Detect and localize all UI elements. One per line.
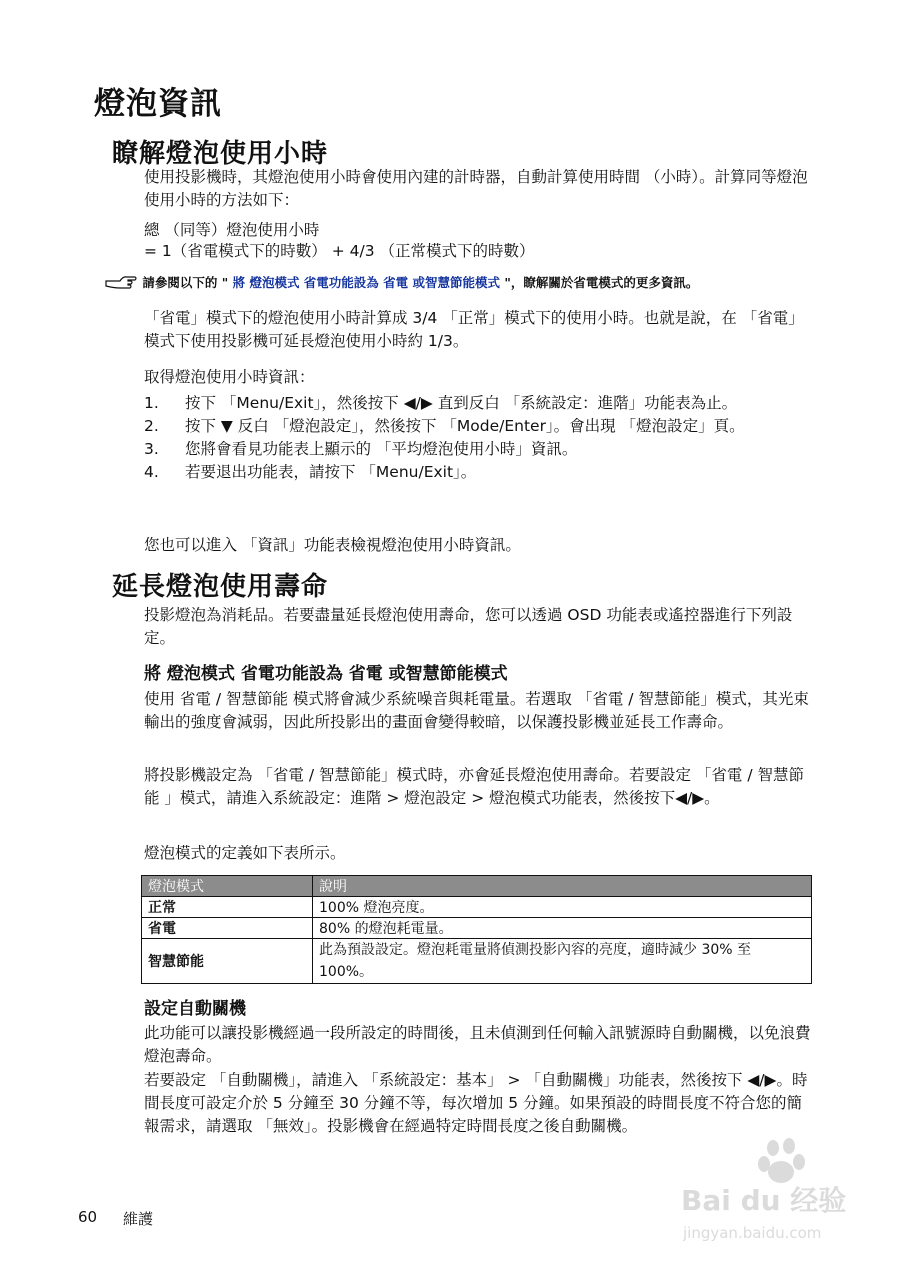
info-menu-paragraph: 您也可以進入 「資訊」功能表檢視燈泡使用小時資訊。	[144, 536, 521, 554]
table-cell: 省電	[142, 918, 313, 939]
table-intro: 燈泡模式的定義如下表所示。	[144, 844, 346, 862]
step-number: 4.	[144, 463, 159, 481]
step-number: 3.	[144, 440, 159, 458]
list-item	[144, 438, 812, 461]
eco-mode-para-2: 將投影機設定為 「省電 / 智慧節能」模式時，亦會延長燈泡使用壽命。若要設定 「省電 / 智慧節能 」模式，請進入系統設定：進階 > 燈泡設定 > 燈泡模式功能表，然後按下◀/▶。	[144, 766, 805, 807]
auto-off-para-2: 若要設定 「自動關機」，請進入 「系統設定：基本」 > 「自動關機」功能表，然後按下 ◀/▶。時間長度可設定介於 5 分鐘至 30 分鐘不等，每次增加 5 分鐘。如果預設的時間長度不符合您的簡報需求，請選取 「無效」。投影機會在經過特定時間長度之後自動關機。	[144, 1071, 808, 1135]
section-title-lamp-hours: 瞭解燈泡使用小時	[112, 139, 329, 169]
note-row	[104, 273, 698, 291]
subsection-title-eco-mode: 將 燈泡模式 省電功能設為 省電 或智慧節能模式	[144, 664, 508, 684]
step-text: 若要退出功能表，請按下 「Menu/Exit」。	[185, 463, 477, 481]
step-number: 1.	[144, 394, 159, 412]
lamp-mode-table	[141, 875, 812, 984]
table-header-cell: 燈泡模式	[142, 876, 313, 897]
table-header-cell: 說明	[313, 876, 812, 897]
step-number: 2.	[144, 417, 159, 435]
note-link[interactable]: 將 燈泡模式 省電功能設為 省電 或智慧節能模式	[228, 275, 505, 290]
footer-section-name: 維護	[123, 1210, 154, 1228]
baidu-jingyan-watermark	[681, 1138, 851, 1248]
steps-list	[144, 392, 812, 484]
step-text: 按下 ▼ 反白 「燈泡設定」，然後按下 「Mode/Enter」。會出現 「燈泡設定」頁。	[185, 417, 745, 435]
note-prefix: 請參閱以下的 "	[142, 275, 229, 290]
step-text: 按下 「Menu/Exit」，然後按下 ◀/▶ 直到反白 「系統設定：進階」功能表為止。	[185, 394, 738, 412]
table-cell: 智慧節能	[142, 939, 313, 984]
pointing-hand-icon	[104, 273, 138, 291]
list-item	[144, 461, 812, 484]
table-row	[142, 897, 812, 918]
watermark-brand: Bai du 经验	[681, 1184, 847, 1217]
table-cell: 80% 的燈泡耗電量。	[313, 918, 812, 939]
formula-line-1: 總 （同等）燈泡使用小時	[144, 221, 320, 239]
extend-life-intro: 投影燈泡為消耗品。若要盡量延長燈泡使用壽命，您可以透過 OSD 功能表或遙控器進行下列設定。	[144, 606, 793, 647]
page-title: 燈泡資訊	[94, 86, 222, 122]
note-suffix: "，瞭解關於省電模式的更多資訊。	[504, 275, 699, 290]
eco-mode-para-1: 使用 省電 / 智慧節能 模式將會減少系統噪音與耗電量。若選取 「省電 / 智慧節能」模式，其光束輸出的強度會減弱，因此所投影出的畫面會變得較暗，以保護投影機並延長工作壽命。	[144, 690, 809, 731]
page-number: 60	[78, 1208, 98, 1226]
table-cell: 此為預設設定。燈泡耗電量將偵測投影內容的亮度，適時減少 30% 至 100%。	[313, 939, 812, 984]
steps-intro: 取得燈泡使用小時資訊：	[144, 368, 315, 386]
table-cell: 正常	[142, 897, 313, 918]
watermark-url: jingyan.baidu.com	[683, 1224, 822, 1242]
auto-off-para-1: 此功能可以讓投影機經過一段所設定的時間後，且未偵測到任何輸入訊號源時自動關機，以免浪費燈泡壽命。	[144, 1024, 811, 1065]
list-item	[144, 392, 812, 415]
subsection-title-auto-off: 設定自動關機	[144, 999, 246, 1019]
eco-mode-paragraph: 「省電」模式下的燈泡使用小時計算成 3/4 「正常」模式下的使用小時。也就是說，在 「省電」模式下使用投影機可延長燈泡使用小時約 1/3。	[144, 309, 804, 350]
lamp-hours-intro: 使用投影機時，其燈泡使用小時會使用內建的計時器，自動計算使用時間 （小時）。計算同等燈泡使用小時的方法如下：	[144, 168, 808, 209]
table-cell: 100% 燈泡亮度。	[313, 897, 812, 918]
table-row	[142, 918, 812, 939]
formula-line-2: = 1（省電模式下的時數） + 4/3 （正常模式下的時數）	[144, 242, 535, 260]
list-item	[144, 415, 812, 438]
table-header-row	[142, 876, 812, 897]
section-title-extend-life: 延長燈泡使用壽命	[112, 572, 329, 602]
table-row	[142, 939, 812, 984]
step-text: 您將會看見功能表上顯示的 「平均燈泡使用小時」資訊。	[185, 440, 578, 458]
